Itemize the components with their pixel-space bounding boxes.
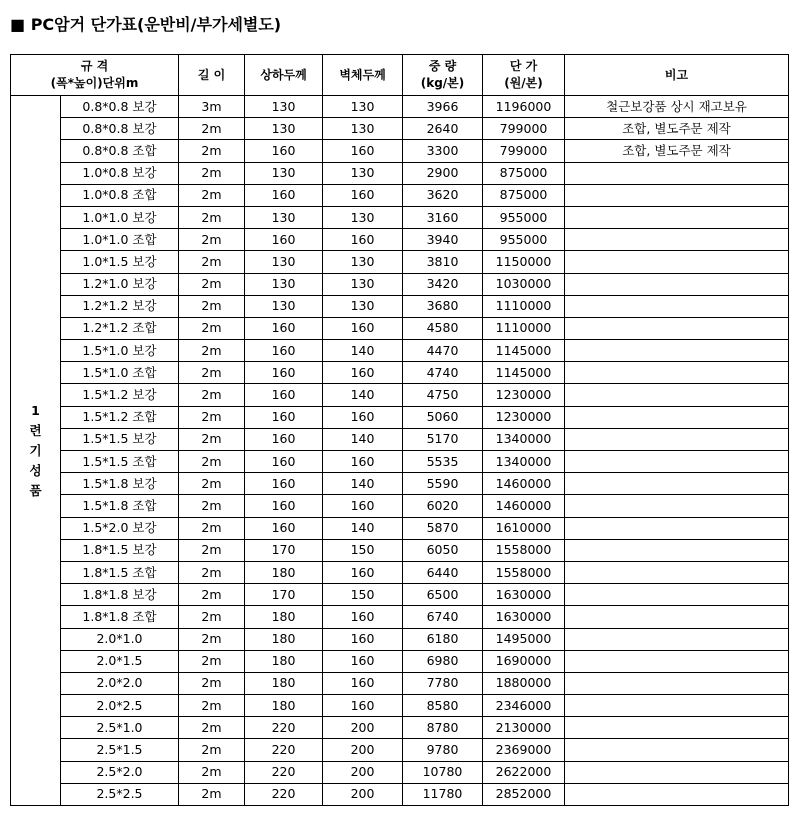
table-row <box>11 539 789 561</box>
cell-price: 1230000 <box>483 384 565 406</box>
cell-wall: 130 <box>323 96 403 118</box>
cell-length: 2m <box>179 650 245 672</box>
cell-weight: 7780 <box>403 672 483 694</box>
cell-wall: 200 <box>323 739 403 761</box>
cell-length: 2m <box>179 495 245 517</box>
cell-note <box>565 384 789 406</box>
cell-note <box>565 251 789 273</box>
cell-note <box>565 362 789 384</box>
table-row <box>11 561 789 583</box>
cell-note <box>565 295 789 317</box>
cell-top-bottom: 170 <box>245 584 323 606</box>
cell-wall: 130 <box>323 251 403 273</box>
table-row <box>11 717 789 739</box>
cell-spec: 2.0*2.0 <box>61 672 179 694</box>
cell-note: 조합, 별도주문 제작 <box>565 140 789 162</box>
cell-price: 1145000 <box>483 340 565 362</box>
cell-weight: 10780 <box>403 761 483 783</box>
cell-note <box>565 229 789 251</box>
table-row <box>11 184 789 206</box>
cell-spec: 1.0*1.5 보강 <box>61 251 179 273</box>
cell-top-bottom: 130 <box>245 251 323 273</box>
cell-price: 955000 <box>483 229 565 251</box>
cell-length: 2m <box>179 717 245 739</box>
cell-top-bottom: 160 <box>245 473 323 495</box>
cell-weight: 6740 <box>403 606 483 628</box>
cell-note <box>565 273 789 295</box>
cell-weight: 5060 <box>403 406 483 428</box>
cell-top-bottom: 160 <box>245 406 323 428</box>
cell-wall: 160 <box>323 362 403 384</box>
table-row <box>11 650 789 672</box>
table-row <box>11 273 789 295</box>
cell-spec: 1.5*1.5 조합 <box>61 451 179 473</box>
cell-spec: 1.8*1.5 조합 <box>61 561 179 583</box>
header-spec-title: 규 격 <box>80 59 109 73</box>
cell-note <box>565 717 789 739</box>
cell-wall: 160 <box>323 695 403 717</box>
header-note: 비고 <box>565 55 789 96</box>
cell-wall: 160 <box>323 495 403 517</box>
cell-weight: 3810 <box>403 251 483 273</box>
cell-length: 2m <box>179 606 245 628</box>
cell-weight: 5535 <box>403 451 483 473</box>
cell-weight: 6050 <box>403 539 483 561</box>
cell-price: 875000 <box>483 184 565 206</box>
cell-price: 2622000 <box>483 761 565 783</box>
cell-weight: 11780 <box>403 783 483 805</box>
cell-note <box>565 428 789 450</box>
cell-price: 1030000 <box>483 273 565 295</box>
cell-top-bottom: 160 <box>245 362 323 384</box>
cell-length: 2m <box>179 406 245 428</box>
cell-wall: 160 <box>323 561 403 583</box>
cell-price: 1340000 <box>483 451 565 473</box>
cell-note <box>565 206 789 228</box>
cell-price: 1690000 <box>483 650 565 672</box>
table-row <box>11 229 789 251</box>
cell-top-bottom: 130 <box>245 96 323 118</box>
cell-price: 1110000 <box>483 295 565 317</box>
cell-length: 2m <box>179 229 245 251</box>
cell-spec: 0.8*0.8 보강 <box>61 96 179 118</box>
cell-wall: 130 <box>323 118 403 140</box>
table-row <box>11 473 789 495</box>
cell-top-bottom: 160 <box>245 384 323 406</box>
cell-length: 3m <box>179 96 245 118</box>
cell-note <box>565 650 789 672</box>
cell-price: 799000 <box>483 140 565 162</box>
cell-spec: 1.8*1.8 조합 <box>61 606 179 628</box>
cell-length: 2m <box>179 118 245 140</box>
cell-length: 2m <box>179 184 245 206</box>
cell-wall: 160 <box>323 406 403 428</box>
cell-spec: 1.8*1.8 보강 <box>61 584 179 606</box>
cell-note <box>565 517 789 539</box>
cell-spec: 2.5*2.0 <box>61 761 179 783</box>
cell-wall: 130 <box>323 295 403 317</box>
cell-price: 1558000 <box>483 539 565 561</box>
cell-length: 2m <box>179 695 245 717</box>
header-price-title: 단 가 <box>509 59 538 73</box>
cell-note <box>565 406 789 428</box>
cell-price: 1145000 <box>483 362 565 384</box>
cell-price: 1495000 <box>483 628 565 650</box>
cell-price: 1340000 <box>483 428 565 450</box>
table-row <box>11 783 789 805</box>
cell-spec: 0.8*0.8 보강 <box>61 118 179 140</box>
cell-length: 2m <box>179 140 245 162</box>
cell-weight: 3966 <box>403 96 483 118</box>
cell-note <box>565 761 789 783</box>
cell-wall: 160 <box>323 650 403 672</box>
cell-length: 2m <box>179 672 245 694</box>
cell-price: 1460000 <box>483 495 565 517</box>
cell-price: 1196000 <box>483 96 565 118</box>
cell-length: 2m <box>179 340 245 362</box>
cell-top-bottom: 220 <box>245 783 323 805</box>
cell-wall: 140 <box>323 340 403 362</box>
cell-spec: 2.5*1.0 <box>61 717 179 739</box>
cell-weight: 5870 <box>403 517 483 539</box>
cell-length: 2m <box>179 206 245 228</box>
header-spec-unit: (폭*높이)단위m <box>50 76 139 90</box>
cell-wall: 140 <box>323 384 403 406</box>
cell-price: 1630000 <box>483 584 565 606</box>
cell-top-bottom: 130 <box>245 206 323 228</box>
table-row <box>11 517 789 539</box>
cell-note <box>565 672 789 694</box>
table-row <box>11 162 789 184</box>
cell-wall: 160 <box>323 140 403 162</box>
cell-weight: 6020 <box>403 495 483 517</box>
cell-wall: 130 <box>323 206 403 228</box>
cell-spec: 1.5*2.0 보강 <box>61 517 179 539</box>
cell-length: 2m <box>179 451 245 473</box>
cell-price: 2130000 <box>483 717 565 739</box>
category-label-char: 기 <box>29 442 42 458</box>
table-row <box>11 118 789 140</box>
cell-wall: 200 <box>323 783 403 805</box>
table-row <box>11 672 789 694</box>
table-row <box>11 317 789 339</box>
cell-weight: 4580 <box>403 317 483 339</box>
table-row <box>11 584 789 606</box>
cell-wall: 160 <box>323 672 403 694</box>
cell-wall: 150 <box>323 584 403 606</box>
cell-wall: 140 <box>323 473 403 495</box>
cell-price: 1460000 <box>483 473 565 495</box>
cell-weight: 4470 <box>403 340 483 362</box>
cell-wall: 160 <box>323 606 403 628</box>
cell-top-bottom: 180 <box>245 695 323 717</box>
cell-price: 799000 <box>483 118 565 140</box>
cell-note <box>565 739 789 761</box>
table-row <box>11 495 789 517</box>
table-row <box>11 362 789 384</box>
cell-price: 1630000 <box>483 606 565 628</box>
header-wall: 벽체두께 <box>323 55 403 96</box>
cell-weight: 6180 <box>403 628 483 650</box>
cell-spec: 1.5*1.2 보강 <box>61 384 179 406</box>
cell-wall: 200 <box>323 717 403 739</box>
cell-top-bottom: 220 <box>245 761 323 783</box>
cell-weight: 5170 <box>403 428 483 450</box>
cell-top-bottom: 170 <box>245 539 323 561</box>
cell-top-bottom: 160 <box>245 140 323 162</box>
header-weight-unit: (kg/본) <box>420 76 465 90</box>
cell-top-bottom: 130 <box>245 162 323 184</box>
cell-wall: 160 <box>323 317 403 339</box>
cell-top-bottom: 180 <box>245 650 323 672</box>
table-row <box>11 295 789 317</box>
cell-wall: 130 <box>323 273 403 295</box>
cell-top-bottom: 160 <box>245 229 323 251</box>
category-label-char: 품 <box>29 482 42 498</box>
cell-weight: 2640 <box>403 118 483 140</box>
cell-length: 2m <box>179 539 245 561</box>
cell-spec: 0.8*0.8 조합 <box>61 140 179 162</box>
cell-price: 2346000 <box>483 695 565 717</box>
cell-top-bottom: 130 <box>245 118 323 140</box>
price-table <box>10 54 789 806</box>
cell-price: 1230000 <box>483 406 565 428</box>
cell-length: 2m <box>179 783 245 805</box>
cell-weight: 8580 <box>403 695 483 717</box>
cell-length: 2m <box>179 473 245 495</box>
table-row <box>11 739 789 761</box>
cell-note <box>565 628 789 650</box>
cell-top-bottom: 180 <box>245 561 323 583</box>
cell-top-bottom: 180 <box>245 628 323 650</box>
cell-note <box>565 162 789 184</box>
cell-note <box>565 340 789 362</box>
cell-top-bottom: 180 <box>245 606 323 628</box>
cell-wall: 200 <box>323 761 403 783</box>
cell-weight: 3940 <box>403 229 483 251</box>
header-top-bottom: 상하두께 <box>245 55 323 96</box>
header-row <box>11 55 789 96</box>
cell-top-bottom: 160 <box>245 517 323 539</box>
cell-spec: 1.5*1.8 조합 <box>61 495 179 517</box>
cell-note <box>565 495 789 517</box>
table-row <box>11 428 789 450</box>
cell-spec: 1.5*1.8 보강 <box>61 473 179 495</box>
cell-weight: 6980 <box>403 650 483 672</box>
cell-spec: 1.2*1.2 조합 <box>61 317 179 339</box>
cell-weight: 6500 <box>403 584 483 606</box>
cell-wall: 140 <box>323 428 403 450</box>
cell-length: 2m <box>179 317 245 339</box>
table-row <box>11 451 789 473</box>
cell-weight: 3420 <box>403 273 483 295</box>
cell-weight: 4740 <box>403 362 483 384</box>
cell-top-bottom: 130 <box>245 273 323 295</box>
header-price <box>483 55 565 96</box>
cell-weight: 9780 <box>403 739 483 761</box>
table-row <box>11 206 789 228</box>
cell-weight: 6440 <box>403 561 483 583</box>
cell-weight: 5590 <box>403 473 483 495</box>
cell-weight: 2900 <box>403 162 483 184</box>
cell-top-bottom: 130 <box>245 295 323 317</box>
cell-wall: 150 <box>323 539 403 561</box>
table-row <box>11 96 789 118</box>
cell-price: 2369000 <box>483 739 565 761</box>
cell-top-bottom: 160 <box>245 428 323 450</box>
cell-spec: 1.2*1.0 보강 <box>61 273 179 295</box>
header-length: 길 이 <box>179 55 245 96</box>
cell-length: 2m <box>179 517 245 539</box>
cell-wall: 160 <box>323 451 403 473</box>
cell-note: 철근보강품 상시 재고보유 <box>565 96 789 118</box>
cell-note <box>565 606 789 628</box>
cell-weight: 3680 <box>403 295 483 317</box>
cell-spec: 1.5*1.5 보강 <box>61 428 179 450</box>
cell-spec: 1.0*0.8 조합 <box>61 184 179 206</box>
cell-price: 875000 <box>483 162 565 184</box>
cell-note <box>565 561 789 583</box>
cell-length: 2m <box>179 584 245 606</box>
category-label-char: 1 <box>31 402 40 418</box>
cell-weight: 3300 <box>403 140 483 162</box>
cell-top-bottom: 160 <box>245 495 323 517</box>
cell-length: 2m <box>179 761 245 783</box>
cell-top-bottom: 220 <box>245 739 323 761</box>
cell-spec: 1.0*0.8 보강 <box>61 162 179 184</box>
cell-top-bottom: 160 <box>245 451 323 473</box>
cell-length: 2m <box>179 628 245 650</box>
table-row <box>11 340 789 362</box>
cell-top-bottom: 220 <box>245 717 323 739</box>
table-row <box>11 606 789 628</box>
cell-length: 2m <box>179 428 245 450</box>
cell-spec: 2.5*2.5 <box>61 783 179 805</box>
cell-note <box>565 539 789 561</box>
table-row <box>11 628 789 650</box>
cell-weight: 4750 <box>403 384 483 406</box>
cell-length: 2m <box>179 384 245 406</box>
cell-spec: 2.0*2.5 <box>61 695 179 717</box>
category-label-char: 성 <box>29 462 42 478</box>
cell-price: 1150000 <box>483 251 565 273</box>
cell-spec: 1.2*1.2 보강 <box>61 295 179 317</box>
cell-weight: 8780 <box>403 717 483 739</box>
category-label <box>11 96 61 806</box>
cell-top-bottom: 160 <box>245 184 323 206</box>
cell-wall: 160 <box>323 184 403 206</box>
table-row <box>11 406 789 428</box>
cell-spec: 2.0*1.0 <box>61 628 179 650</box>
category-label-char: 련 <box>29 422 42 438</box>
cell-spec: 1.5*1.2 조합 <box>61 406 179 428</box>
cell-spec: 2.5*1.5 <box>61 739 179 761</box>
header-spec <box>11 55 179 96</box>
cell-note <box>565 184 789 206</box>
cell-spec: 1.0*1.0 보강 <box>61 206 179 228</box>
table-row <box>11 140 789 162</box>
cell-price: 1610000 <box>483 517 565 539</box>
cell-note <box>565 783 789 805</box>
table-row <box>11 761 789 783</box>
cell-note: 조합, 별도주문 제작 <box>565 118 789 140</box>
cell-wall: 130 <box>323 162 403 184</box>
cell-weight: 3160 <box>403 206 483 228</box>
cell-spec: 1.5*1.0 조합 <box>61 362 179 384</box>
table-row <box>11 384 789 406</box>
cell-price: 1558000 <box>483 561 565 583</box>
cell-note <box>565 451 789 473</box>
cell-note <box>565 584 789 606</box>
cell-top-bottom: 180 <box>245 672 323 694</box>
cell-wall: 140 <box>323 517 403 539</box>
cell-note <box>565 473 789 495</box>
cell-price: 2852000 <box>483 783 565 805</box>
cell-note <box>565 317 789 339</box>
cell-length: 2m <box>179 162 245 184</box>
header-weight-title: 중 량 <box>428 59 457 73</box>
cell-length: 2m <box>179 362 245 384</box>
cell-length: 2m <box>179 273 245 295</box>
cell-length: 2m <box>179 295 245 317</box>
cell-spec: 1.8*1.5 보강 <box>61 539 179 561</box>
cell-wall: 160 <box>323 628 403 650</box>
cell-length: 2m <box>179 251 245 273</box>
cell-spec: 2.0*1.5 <box>61 650 179 672</box>
table-row <box>11 695 789 717</box>
cell-length: 2m <box>179 561 245 583</box>
cell-length: 2m <box>179 739 245 761</box>
cell-top-bottom: 160 <box>245 340 323 362</box>
cell-price: 1110000 <box>483 317 565 339</box>
cell-spec: 1.0*1.0 조합 <box>61 229 179 251</box>
cell-price: 1880000 <box>483 672 565 694</box>
cell-top-bottom: 160 <box>245 317 323 339</box>
cell-price: 955000 <box>483 206 565 228</box>
cell-weight: 3620 <box>403 184 483 206</box>
header-price-unit: (원/본) <box>504 76 543 90</box>
header-weight <box>403 55 483 96</box>
page-title: ■ PC암거 단가표(운반비/부가세별도) <box>10 15 282 34</box>
table-row <box>11 251 789 273</box>
table-body <box>11 96 789 806</box>
cell-wall: 160 <box>323 229 403 251</box>
cell-spec: 1.5*1.0 보강 <box>61 340 179 362</box>
cell-note <box>565 695 789 717</box>
